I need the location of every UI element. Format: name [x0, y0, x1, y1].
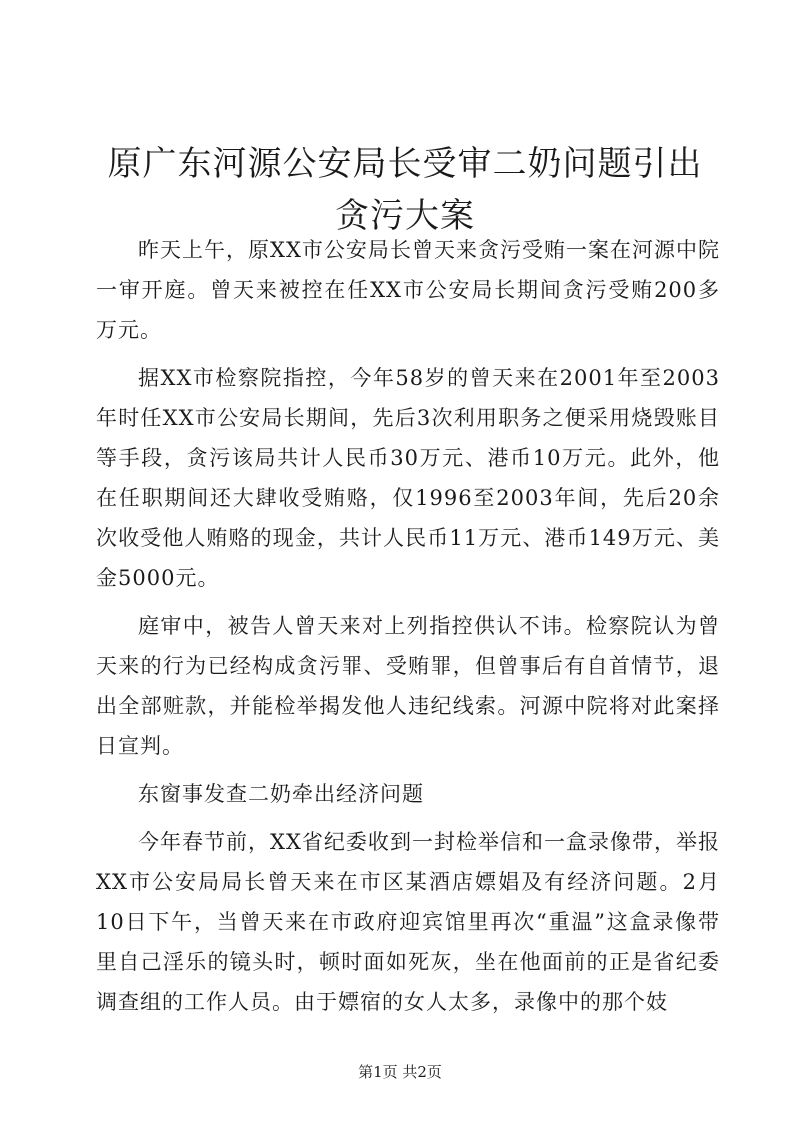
page-number-footer: 第1页 共2页: [358, 1063, 442, 1081]
paragraph: 据XX市检察院指控，今年58岁的曾天来在2001年至2003年时任XX市公安局长期间，先后3次利用职务之便采用烧毁账目等手段，贪污该局共计人民币30万元、港币10万元。此外，他在任职期间还大肆收受贿赂，仅1996至2003年间，先后20余次收受他人贿赂的现金，共计人民币11万元、港币149万元、美金5000元。: [96, 366, 720, 590]
paragraph: 昨天上午，原XX市公安局长曾天来贪污受贿一案在河源中院一审开庭。曾天来被控在任XX市公安局长期间贪污受贿200多万元。: [96, 238, 720, 342]
section-heading: 东窗事发查二奶牵出经济问题: [138, 782, 424, 806]
document-body: [96, 230, 720, 1030]
paragraph: 庭审中，被告人曾天来对上列指控供认不讳。检察院认为曾天来的行为已经构成贪污罪、受贿罪，但曾事后有自首情节，退出全部赃款，并能检举揭发他人违纪线索。河源中院将对此案择日宣判。: [96, 614, 720, 758]
document-title: 原广东河源公安局长受审二奶问题引出贪污大案: [107, 144, 703, 236]
paragraph: 今年春节前，XX省纪委收到一封检举信和一盒录像带，举报XX市公安局局长曾天来在市区某酒店嫖娼及有经济问题。2月10日下午，当曾天来在市政府迎宾馆里再次“重温”这盒录像带里自己淫乐的镜头时，顿时面如死灰，坐在他面前的正是省纪委调查组的工作人员。由于嫖宿的女人太多，录像中的那个妓: [96, 830, 720, 1014]
